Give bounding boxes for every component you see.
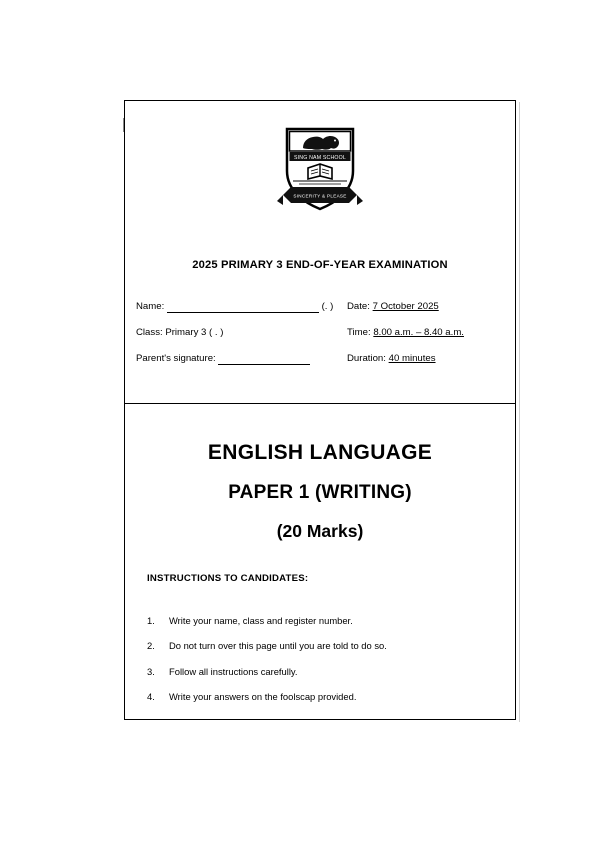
- date-label: Date:: [347, 301, 370, 312]
- duration-label: Duration:: [347, 353, 386, 364]
- instruction-item: [147, 691, 477, 702]
- signature-label: Parent's signature:: [136, 353, 216, 364]
- section-divider: [125, 403, 515, 404]
- school-crest-icon: [273, 115, 367, 219]
- instruction-text: Write your name, class and register number.: [169, 615, 353, 626]
- instruction-item: [147, 666, 477, 677]
- time-field-group: [347, 327, 464, 338]
- svg-text:SINCERITY & PLEASE: SINCERITY & PLEASE: [293, 193, 347, 199]
- paper-name: PAPER 1 (WRITING): [228, 482, 412, 503]
- duration-field-group: [347, 353, 436, 364]
- instruction-number: 3.: [147, 665, 155, 677]
- name-field-group[interactable]: [136, 301, 333, 313]
- total-marks: (20 Marks): [276, 521, 364, 541]
- instruction-text: Do not turn over this page until you are told to do so.: [169, 640, 387, 652]
- scan-artifact-line-right: [519, 102, 520, 722]
- exam-title: 2025 PRIMARY 3 END-OF-YEAR EXAMINATION: [192, 259, 448, 271]
- instructions-heading: INSTRUCTIONS TO CANDIDATES:: [147, 573, 309, 584]
- instruction-item: [147, 615, 477, 626]
- candidate-particulars: [125, 301, 515, 397]
- particulars-row-signature: [125, 353, 515, 379]
- instruction-number: 2.: [147, 640, 155, 652]
- date-value: 7 October 2025: [372, 301, 439, 312]
- instructions-list: [147, 615, 477, 716]
- name-register-suffix: (. ): [321, 301, 334, 312]
- particulars-row-name: [125, 301, 515, 327]
- instruction-text: Follow all instructions carefully.: [169, 665, 298, 677]
- subject-block: [125, 441, 515, 542]
- signature-input-blank[interactable]: [218, 353, 310, 365]
- time-value: 8.00 a.m. – 8.40 a.m.: [373, 327, 464, 338]
- exam-paper-border: [124, 100, 516, 720]
- name-input-blank[interactable]: [167, 301, 319, 313]
- instruction-number: 4.: [147, 690, 155, 702]
- subject-name: ENGLISH LANGUAGE: [207, 441, 433, 464]
- instruction-number: 1.: [147, 615, 155, 626]
- school-crest: [125, 115, 515, 219]
- name-label: Name:: [136, 301, 165, 312]
- class-label[interactable]: Class: Primary 3 ( . ): [136, 327, 224, 338]
- particulars-row-class: [125, 327, 515, 353]
- instruction-item: [147, 640, 477, 651]
- instruction-text: Write your answers on the foolscap provided.: [169, 690, 357, 702]
- time-label: Time:: [347, 327, 371, 338]
- date-field-group: [347, 301, 439, 312]
- signature-field-group[interactable]: [136, 353, 310, 365]
- svg-text:SING NAM SCHOOL: SING NAM SCHOOL: [293, 155, 347, 161]
- duration-value: 40 minutes: [388, 353, 436, 364]
